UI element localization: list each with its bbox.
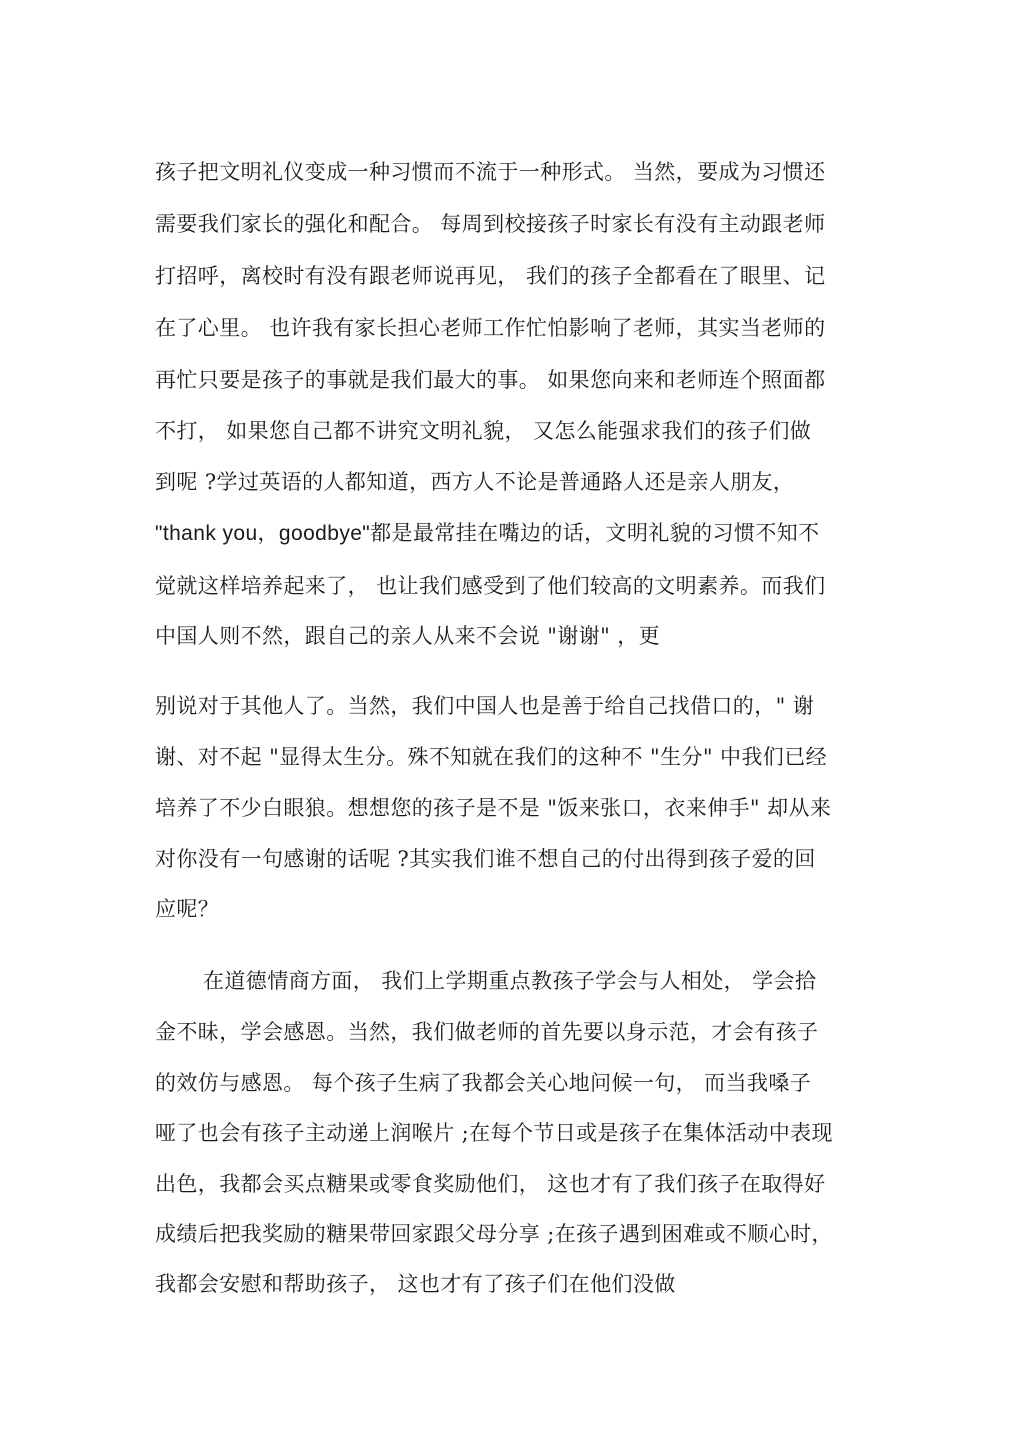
text-line: 到呢 ?学过英语的人都知道，西方人不论是普通路人还是亲人朋友， — [155, 470, 795, 494]
text-line: 金不昧，学会感恩。当然，我们做老师的首先要以身示范，才会有孩子 — [155, 1020, 819, 1044]
paragraph-first-line: 在道德情商方面， 我们上学期重点教孩子学会与人相处， 学会拾 — [203, 969, 817, 993]
text-line: 觉就这样培养起来了， 也让我们感受到了他们较高的文明素养。而我们 — [155, 574, 826, 598]
text-line: 中国人则不然，跟自己的亲人从来不会说 "谢谢" ，更 — [155, 624, 661, 648]
text-line: 出色，我都会买点糖果或零食奖励他们， 这也才有了我们孩子在取得好 — [155, 1172, 826, 1196]
text-line: 别说对于其他人了。当然，我们中国人也是善于给自己找借口的，" 谢 — [155, 694, 815, 718]
text-line: 成绩后把我奖励的糖果带回家跟父母分享 ;在孩子遇到困难或不顺心时， — [155, 1222, 833, 1246]
text-line: 再忙只要是孩子的事就是我们最大的事。 如果您向来和老师连个照面都 — [155, 368, 826, 392]
text-line: 对你没有一句感谢的话呢 ?其实我们谁不想自己的付出得到孩子爱的回 — [155, 847, 816, 871]
text-line: 打招呼，离校时有没有跟老师说再见， 我们的孩子全都看在了眼里、记 — [155, 264, 826, 288]
text-line: 我都会安慰和帮助孩子， 这也才有了孩子们在他们没做 — [155, 1272, 676, 1296]
text-line: 应呢？ — [155, 897, 220, 921]
text-line: 的效仿与感恩。 每个孩子生病了我都会关心地问候一句， 而当我嗓子 — [155, 1071, 812, 1095]
text-line: "thank you，goodbye"都是最常挂在嘴边的话，文明礼貌的习惯不知不 — [155, 522, 820, 545]
text-line: 孩子把文明礼仪变成一种习惯而不流于一种形式。 当然，要成为习惯还 — [155, 160, 826, 184]
text-line: 谢、对不起 "显得太生分。殊不知就在我们的这种不 "生分" 中我们已经 — [155, 745, 828, 769]
text-line: 培养了不少白眼狼。想想您的孩子是不是 "饭来张口，衣来伸手" 却从来 — [155, 796, 832, 820]
text-line: 在了心里。 也许我有家长担心老师工作忙怕影响了老师，其实当老师的 — [155, 316, 826, 340]
text-line: 不打， 如果您自己都不讲究文明礼貌， 又怎么能强求我们的孩子们做 — [155, 419, 812, 443]
text-line: 哑了也会有孩子主动递上润喉片 ;在每个节日或是孩子在集体活动中表现 — [155, 1121, 833, 1145]
text-line: 需要我们家长的强化和配合。 每周到校接孩子时家长有没有主动跟老师 — [155, 212, 826, 236]
